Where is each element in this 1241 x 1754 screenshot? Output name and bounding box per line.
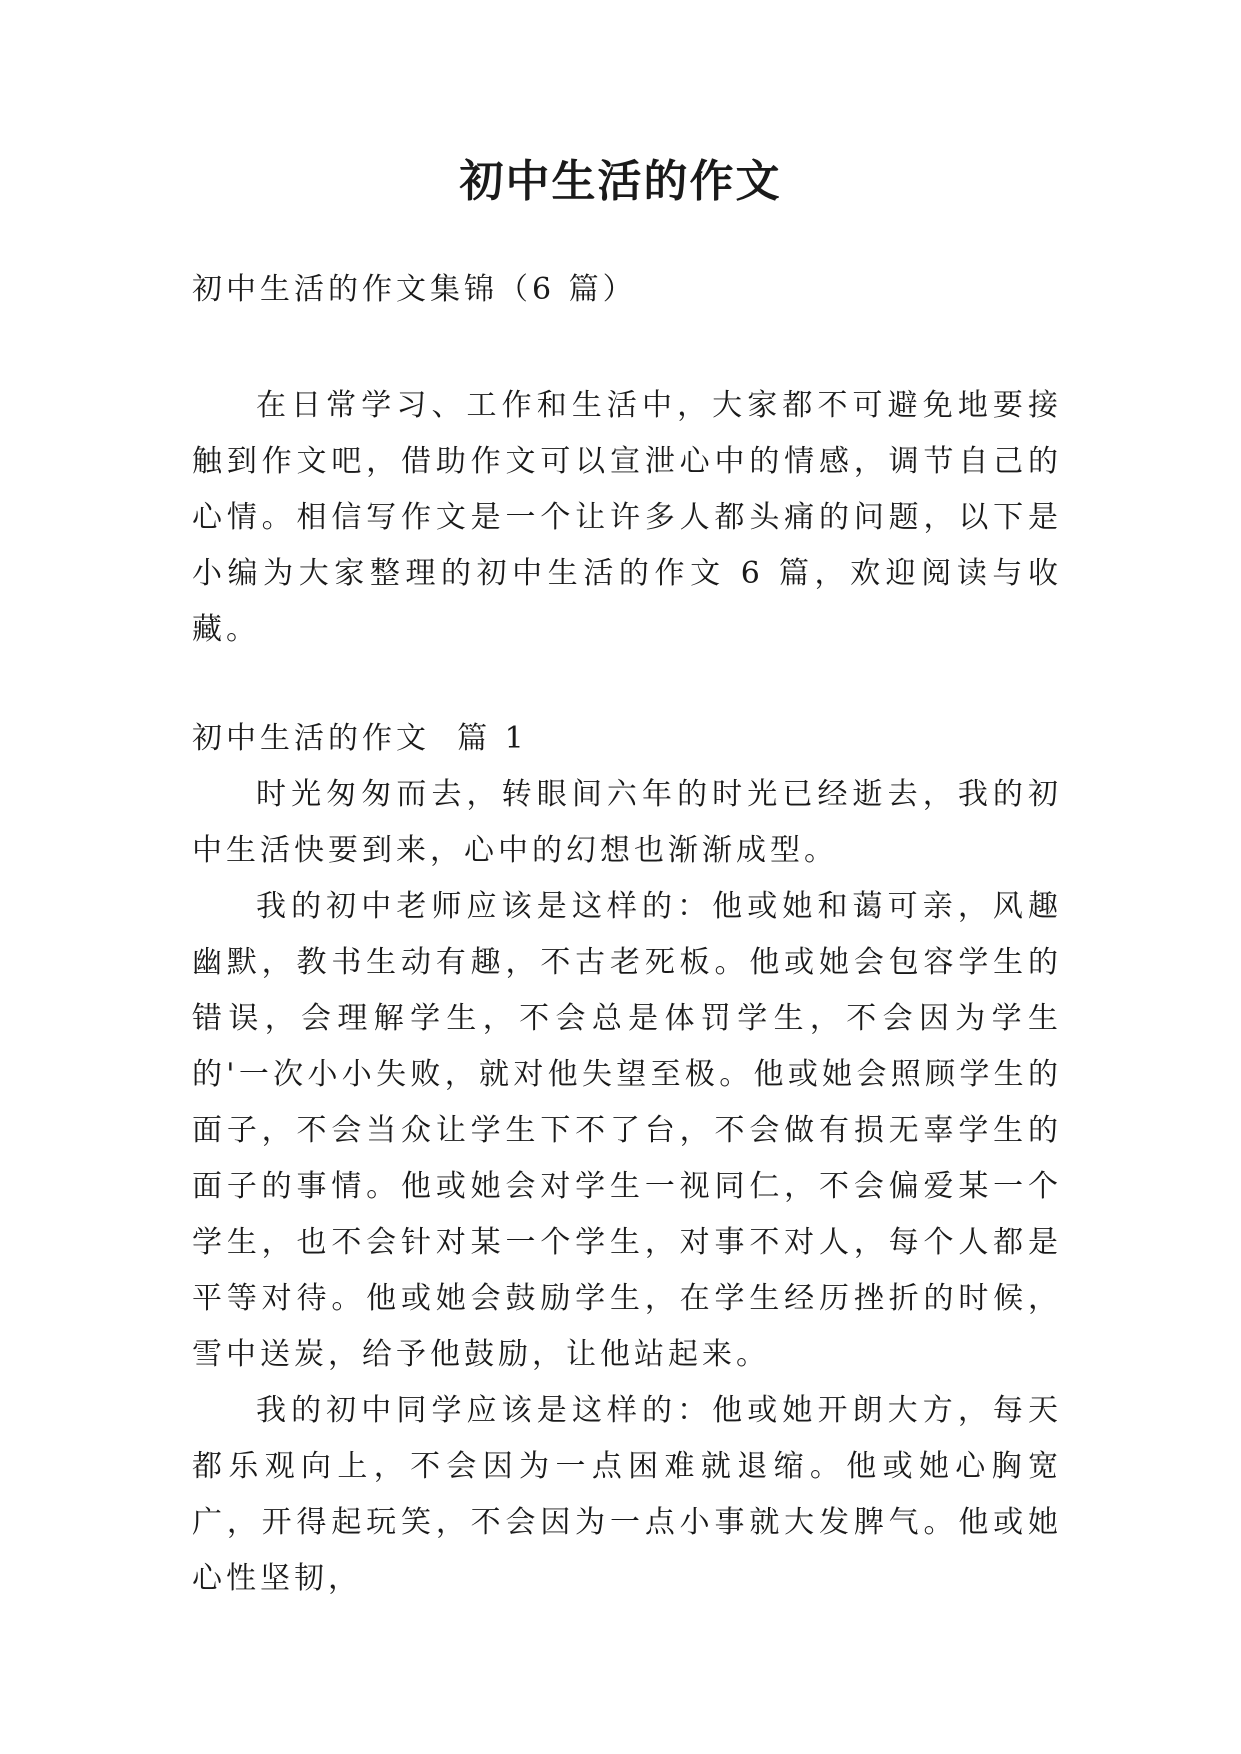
body-paragraph: 我的初中同学应该是这样的：他或她开朗大方，每天都乐观向上，不会因为一点困难就退缩。他或她心胸宽广，开得起玩笑，不会因为一点小事就大发脾气。他或她心性坚韧， <box>192 1393 1062 1596</box>
spacer <box>192 658 1062 711</box>
spacer <box>192 318 1062 378</box>
intro-paragraph: 在日常学习、工作和生活中，大家都不可避免地要接触到作文吧，借助作文可以宣泄心中的情感，调节自己的心情。相信写作文是一个让许多人都头痛的问题，以下是小编为大家整理的初中生活的作文 6 篇，欢迎阅读与收藏。 <box>192 388 1062 647</box>
section-heading: 初中生活的作文 篇 1 <box>192 721 528 756</box>
document-title: 初中生活的作文 <box>459 156 782 207</box>
body-paragraph: 我的初中老师应该是这样的：他或她和蔼可亲，风趣幽默，教书生动有趣，不古老死板。他或她会包容学生的错误，会理解学生，不会总是体罚学生，不会因为学生的'一次小小失败，就对他失望至极。他或她会照顾学生的面子，不会当众让学生下不了台，不会做有损无辜学生的面子的事情。他或她会对学生一视同仁，不会偏爱某一个学生，也不会针对某一个学生，对事不对人，每个人都是平等对待。他或她会鼓励学生，在学生经历挫折的时候，雪中送炭，给予他鼓励，让他站起来。 <box>192 889 1062 1372</box>
body-paragraph: 时光匆匆而去，转眼间六年的时光已经逝去，我的初中生活快要到来，心中的幻想也渐渐成型。 <box>192 777 1062 868</box>
document-body <box>192 262 1062 1607</box>
document-subtitle: 初中生活的作文集锦（6 篇） <box>192 272 637 307</box>
